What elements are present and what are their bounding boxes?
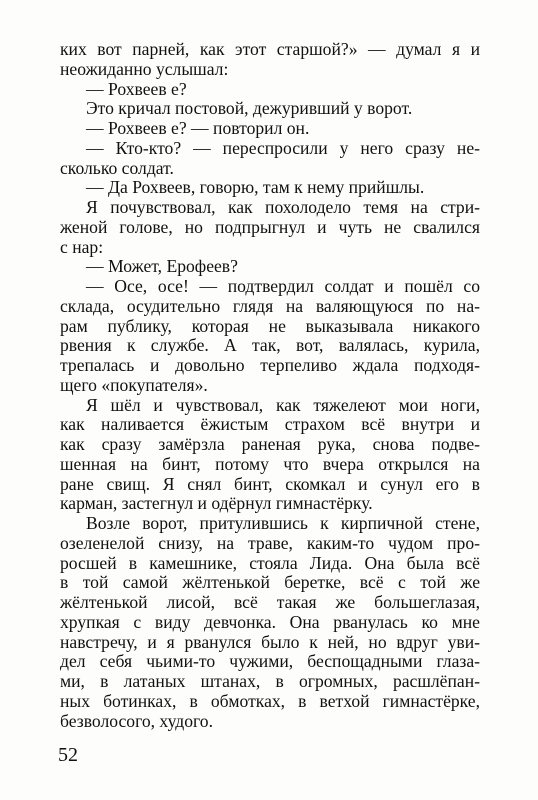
text-line-34: ных ботинках, в обмотках, в ветхой гимнастёрке, — [60, 690, 480, 711]
text-line-30: хрупкая с виду девчонка. Она рванулась ко мне — [60, 611, 480, 632]
text-line-7: сколько солдат. — [60, 157, 174, 178]
text-line-28: в той самой жёлтенькой беретке, всё с той же — [60, 572, 480, 593]
text-line-27: росшей в камешнике, стояла Лида. Она была всё — [60, 552, 480, 573]
text-line-13: — Осе, осе! — подтвердил солдат и пошёл со — [86, 276, 480, 296]
text-line-5: — Рохвеев е? — повторил он. — [86, 118, 310, 138]
text-line-35: безволосого, худого. — [60, 710, 213, 731]
text-line-14: склада, осудительно глядя на валяющуюся по на- — [60, 295, 480, 316]
text-line-16: рвения к службе. А так, вот, валялась, курила, — [60, 335, 480, 356]
text-line-22: шенная на бинт, потому что вчера открылся на — [60, 453, 480, 474]
text-line-33: ми, в латаных штанах, в огромных, расшлёпан- — [60, 671, 480, 691]
text-line-24: карман, застегнул и одёрнул гимнастёрку. — [60, 493, 373, 514]
text-line-18: щего «покупателя». — [60, 374, 208, 395]
text-line-12: — Может, Ерофеев? — [86, 256, 238, 277]
text-line-8: — Да Рохвеев, говорю, там к нему прийшлы. — [86, 177, 425, 198]
text-line-23: ране свищ. Я снял бинт, скомкал и сунул его в — [60, 473, 480, 494]
text-line-6: — Кто-кто? — переспросили у него сразу не- — [86, 137, 480, 158]
text-line-11: с нар: — [60, 236, 104, 257]
text-line-25: Возле ворот, притулившись к кирпичной стене, — [86, 513, 480, 533]
text-line-9: Я почувствовал, как похолодело темя на стри- — [86, 197, 480, 217]
text-line-32: дел себя чьими-то чужими, беспощадными глаза- — [60, 651, 480, 672]
text-line-31: навстречу, и я рванулся было к ней, но вдруг уви- — [60, 631, 480, 652]
text-line-1: ких вот парней, как этот старшой?» — думал я и — [60, 39, 480, 59]
text-line-2: неожиданно услышал: — [60, 58, 229, 79]
text-line-3: — Рохвеев е? — [86, 78, 187, 99]
text-line-10: женой голове, но подпрыгнул и чуть не свалился — [60, 216, 480, 237]
text-line-29: жёлтенькой лисой, всё такая же большеглазая, — [60, 592, 480, 612]
text-line-4: Это кричал постовой, дежуривший у ворот. — [86, 98, 413, 119]
text-line-15: рам публику, которая не выказывала никакого — [60, 315, 480, 336]
text-line-26: озеленелой снизу, на траве, каким-то чудом про- — [60, 532, 480, 553]
text-line-19: Я шёл и чувствовал, как тяжелеют мои ноги, — [86, 394, 480, 415]
text-line-20: как наливается ёжистым страхом всё внутри и — [60, 414, 480, 435]
text-line-17: трепалась и довольно терпеливо ждала подходя- — [60, 355, 480, 375]
text-line-21: как сразу замёрзла раненая рука, снова подве- — [60, 434, 480, 454]
page-number: 52 — [58, 744, 78, 767]
